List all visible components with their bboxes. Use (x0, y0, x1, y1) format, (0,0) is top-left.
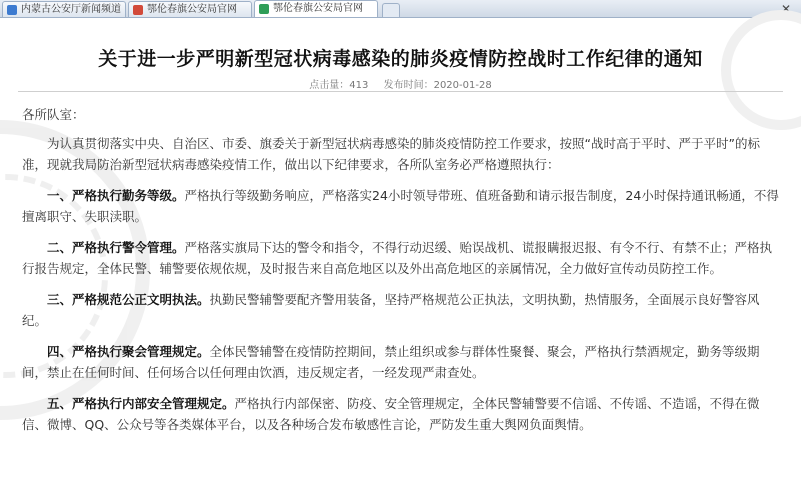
browser-tab-active[interactable] (254, 0, 378, 17)
section-paragraph (22, 393, 782, 435)
article-body (22, 104, 782, 445)
close-icon[interactable]: ✕ (780, 2, 792, 16)
browser-tab-label: 内蒙古公安厅新闻频道 (21, 4, 121, 15)
browser-tab-bar (0, 0, 801, 18)
favicon-icon (7, 5, 17, 15)
section-paragraph (22, 289, 782, 331)
section-text: 执勤民警辅警要配齐警用装备，坚持严格规范公正执法，文明执勤，热情服务，全面展示良好警容风纪。 (22, 292, 760, 328)
browser-tab[interactable] (2, 1, 126, 17)
greeting: 各所队室： (22, 107, 85, 122)
section-paragraph (22, 185, 782, 227)
divider (18, 91, 783, 92)
favicon-icon (133, 5, 143, 15)
section-heading: 二、严格执行警令管理。 (47, 240, 185, 255)
section-heading: 一、严格执行勤务等级。 (47, 188, 185, 203)
favicon-icon (259, 4, 269, 14)
section-heading: 四、严格执行聚会管理规定。 (47, 344, 210, 359)
section-text: 全体民警辅警在疫情防控期间，禁止组织或参与群体性聚餐、聚会，严格执行禁酒规定，勤务等级期间，禁止在任何时间、任何场合以任何理由饮酒，违反规定者，一经发现严肃查处。 (22, 344, 760, 380)
new-tab-button[interactable] (382, 3, 400, 17)
section-paragraph (22, 341, 782, 383)
section-text: 严格执行内部保密、防疫、安全管理规定，全体民警辅警要不信谣、不传谣、不造谣，不得在微信、微博、QQ、公众号等各类媒体平台，以及各种场合发布敏感性言论，严防发生重大舆网负面舆情。 (22, 396, 760, 432)
publish-date: 发布时间：2020-01-28 (383, 80, 492, 91)
section-heading: 五、严格执行内部安全管理规定。 (47, 396, 235, 411)
intro-paragraph: 为认真贯彻落实中央、自治区、市委、旗委关于新型冠状病毒感染的肺炎疫情防控工作要求，按照“战时高于平时、严于平时”的标准，现就我局防治新型冠状病毒感染疫情工作，做出以下纪律要求，各所队室务必严格遵照执行： (22, 136, 760, 172)
section-paragraph (22, 237, 782, 279)
section-text: 严格落实旗局下达的警令和指令，不得行动迟缓、贻误战机、谎报瞒报迟报、有令不行、有禁不止；严格执行报告规定，全体民警、辅警要依规依规，及时报告来自高危地区以及外出高危地区的亲属情况，全力做好宣传动员防控工作。 (22, 240, 773, 276)
view-count: 点击量：413 (309, 80, 369, 91)
article-meta (0, 76, 801, 91)
section-heading: 三、严格规范公正文明执法。 (47, 292, 210, 307)
section-text: 严格执行等级勤务响应，严格落实24小时领导带班、值班备勤和请示报告制度，24小时保持通讯畅通，不得擅离职守、失职渎职。 (22, 188, 779, 224)
browser-tab-label: 鄂伦春旗公安局官网 (147, 4, 237, 15)
browser-tab-label: 鄂伦春旗公安局官网 (273, 3, 363, 14)
article-title: 关于进一步严明新型冠状病毒感染的肺炎疫情防控战时工作纪律的通知 (98, 48, 703, 70)
browser-tab[interactable] (128, 1, 252, 17)
